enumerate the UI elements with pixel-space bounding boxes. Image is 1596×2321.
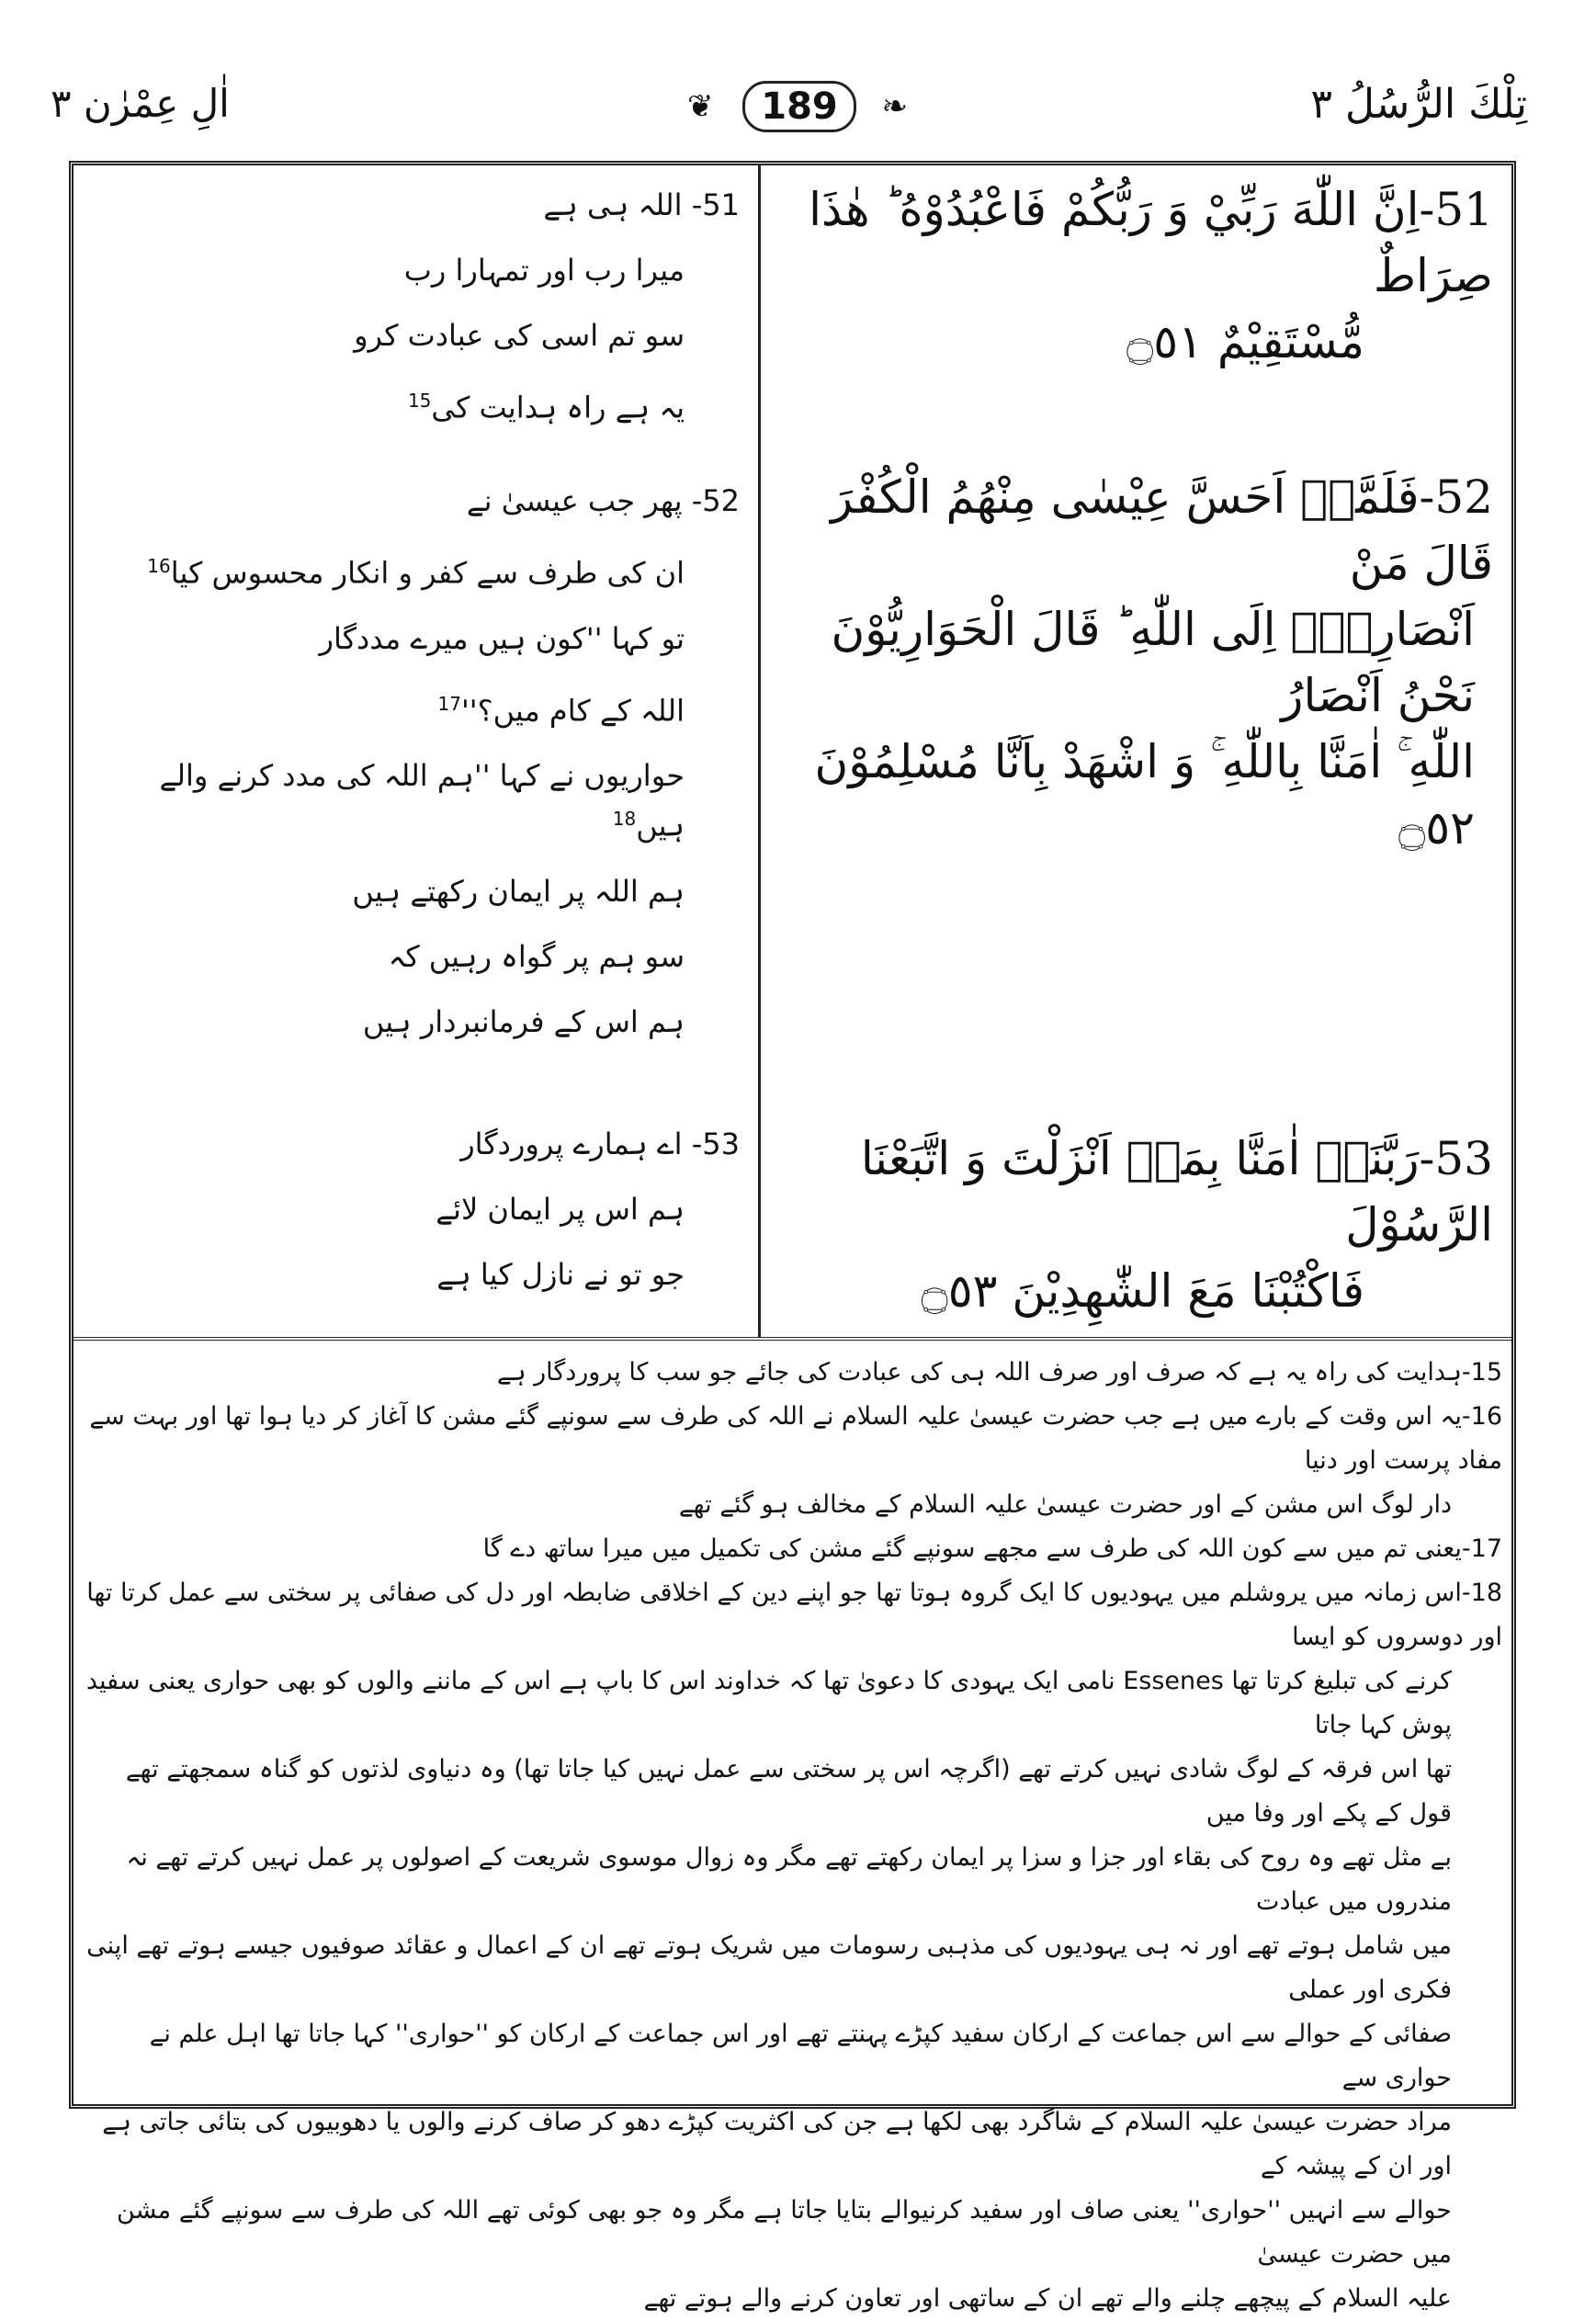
- verse-53-arabic: 53-رَبَّنَاۤ اٰمَنَّا بِمَاۤ اَنْزَلْتَ وَ اتَّبَعْنَا الرَّسُوْلَ فَاكْتُبْنَا مَعَ الشّٰهِدِيْنَ ۝٥٣: [860, 1132, 1493, 1318]
- ornament-left-icon: ❦: [687, 88, 714, 125]
- footnote-18: 18-اس زمانہ میں یروشلم میں یہودیوں کا ایک گروہ ہوتا تھا جو اپنے دین کے اخلاقی ضابطہ اور دل کی صفائی پر سختی سے عمل کرتا تھا اور دوسروں کو ایسا: [86, 1579, 1502, 1651]
- footnote-16: 16-یہ اس وقت کے بارے میں ہے جب حضرت عیسیٰ علیہ السلام نے اللہ کی طرف سے سونپے گئے مشن کا آغاز کر دیا ہوا تھا اور بہت سے مفاد پرست اور دنیا: [89, 1402, 1502, 1475]
- footnote-ref-17: 17: [437, 692, 461, 715]
- translation-52: 52- پھر جب عیسیٰ نے ان کی طرف سے کفر و انکار محسوس کیا$^{16}$ تو کہا ''کون ہیں میرے مددگار اللہ کے کام $میں؟''^{17}$ حواریوں نے کہا ''ہم اللہ کی مدد کرنے والے ہیں$^{18}$ ہم اللہ پر ایمان رکھتے ہیں سو ہم پر گواہ رہیں کہ ہم اس کے فرمانبردار ہیں: [147, 483, 740, 1039]
- footnote-15: 15-ہدایت کی راہ یہ ہے کہ صرف اور صرف اللہ ہی کی عبادت کی جائے جو سب کا پروردگار ہے: [496, 1358, 1502, 1387]
- juz-title: تِلْكَ الرُّسُلُ ٣: [1310, 81, 1527, 128]
- page-header: [0, 0, 1596, 165]
- translation-51: 51- اللہ ہی ہے میرا رب اور تمہارا رب سو تم اسی کی عبادت کرو یہ ہے راہ ہدایت کی$^{15}$: [354, 187, 740, 425]
- footnote-17: 17-یعنی تم میں سے کون اللہ کی طرف سے مجھے سونپے گئے مشن کی تکمیل میں میرا ساتھ دے گا: [482, 1534, 1502, 1563]
- surah-title: اٰلِ عِمْرٰن ٣: [51, 81, 230, 126]
- page-frame: [69, 161, 1516, 2313]
- verse-51-arabic: 51-اِنَّ اللّٰهَ رَبِّيْ وَ رَبُّكُمْ فَاعْبُدُوْهُ ؕ هٰذَا صِرَاطٌ مُّسْتَقِيْمٌ ۝٥١: [809, 183, 1493, 368]
- page-number-ornament: [687, 77, 908, 134]
- footnote-ref-18: 18: [612, 808, 637, 831]
- footnotes: 15-ہدایت کی راہ یہ ہے کہ صرف اور صرف اللہ ہی کی عبادت کی جائے جو سب کا پروردگار ہے 16-یہ اس وقت کے بارے میں ہے جب حضرت عیسیٰ علیہ السلام نے اللہ کی طرف سے سونپے گئے مشن کا آغاز کر دیا ہوا تھا اور بہت سے مفاد پرست اور دنیا دار لوگ اس مشن کے اور حضرت عیسیٰ علیہ السلام کے مخالف ہو گئے تھے 17-یعنی تم میں سے کون اللہ کی طرف سے مجھے سونپے گئے مشن کی تکمیل میں میرا ساتھ دے گا 18-اس زمانہ میں یروشلم میں یہودیوں کا ایک گروہ ہوتا تھا جو اپنے دین کے اخلاقی ضابطہ اور دل کی صفائی پر سختی سے عمل کرتا تھا اور دوسروں کو ایسا کرنے کی تبلیغ کرتا تھا Essenes نامی ایک یہودی کا دعویٰ تھا کہ خداوند اس کا باپ ہے اس کے ماننے والوں کو بھی حواری یعنی سفید پوش کہا جاتا تھا اس فرقہ کے لوگ شادی نہیں کرتے تھے (اگرچہ اس پر سختی سے عمل نہیں کیا جاتا تھا) وہ دنیاوی لذتوں کو گناہ سمجھتے تھے قول کے پکے اور وفا میں بے مثل تھے وہ روح کی بقاء اور جزا و سزا پر ایمان رکھتے تھے مگر وہ زوال موسوی شریعت کے اصولوں پر عمل نہیں کرتے تھے نہ مندروں میں عبادت میں شامل ہوتے تھے اور نہ ہی یہودیوں کی مذہبی رسومات میں شریک ہوتے تھے ان کے اعمال و عقائد صوفیوں جیسے ہوتے تھے اپنی فکری اور عملی صفائی کے حوالے سے اس جماعت کے ارکان سفید کپڑے پہنتے تھے اور اس جماعت کے ارکان کو ''حواری'' کہا جاتا تھا اہل علم نے حواری سے مراد حضرت عیسیٰ علیہ السلام کے شاگرد بھی لکھا ہے جن کی اکثریت کپڑے دھو کر صاف کرنے والوں یا دھوبیوں کی بتائی جاتی ہے اور ان کے پیشہ کے حوالے سے انہیں ''حواری'' یعنی صاف اور سفید کرنیوالے بتایا جاتا ہے مگر وہ جو بھی کوئی تھے اللہ کی طرف سے سونپے گئے مشن میں حضرت عیسیٰ علیہ السلام کے پیچھے چلنے والے تھے ان کے ساتھی اور تعاون کرنے والے ہوتے تھے: [83, 1351, 1502, 2321]
- footnote-ref-15: 15: [407, 390, 432, 412]
- translation-53: 53- اے ہمارے پروردگار ہم اس پر ایمان لائے جو تو نے نازل کیا ہے: [436, 1127, 740, 1292]
- footnote-ref-16: 16: [147, 555, 171, 577]
- page-number: 189: [742, 81, 856, 132]
- ornament-right-icon: ❧: [881, 88, 908, 125]
- verse-52-arabic: 52-فَلَمَّاۤ اَحَسَّ عِيْسٰى مِنْهُمُ الْكُفْرَ قَالَ مَنْ اَنْصَارِيْۤ اِلَى اللّٰهِ ؕ قَالَ الْحَوَارِيُّوْنَ نَحْنُ اَنْصَارُ اللّٰهِ ۚ اٰمَنَّا بِاللّٰهِ ۚ وَ اشْهَدْ بِاَنَّا مُسْلِمُوْنَ ۝٥٢: [814, 470, 1493, 855]
- footnote-divider: [74, 1337, 1511, 1344]
